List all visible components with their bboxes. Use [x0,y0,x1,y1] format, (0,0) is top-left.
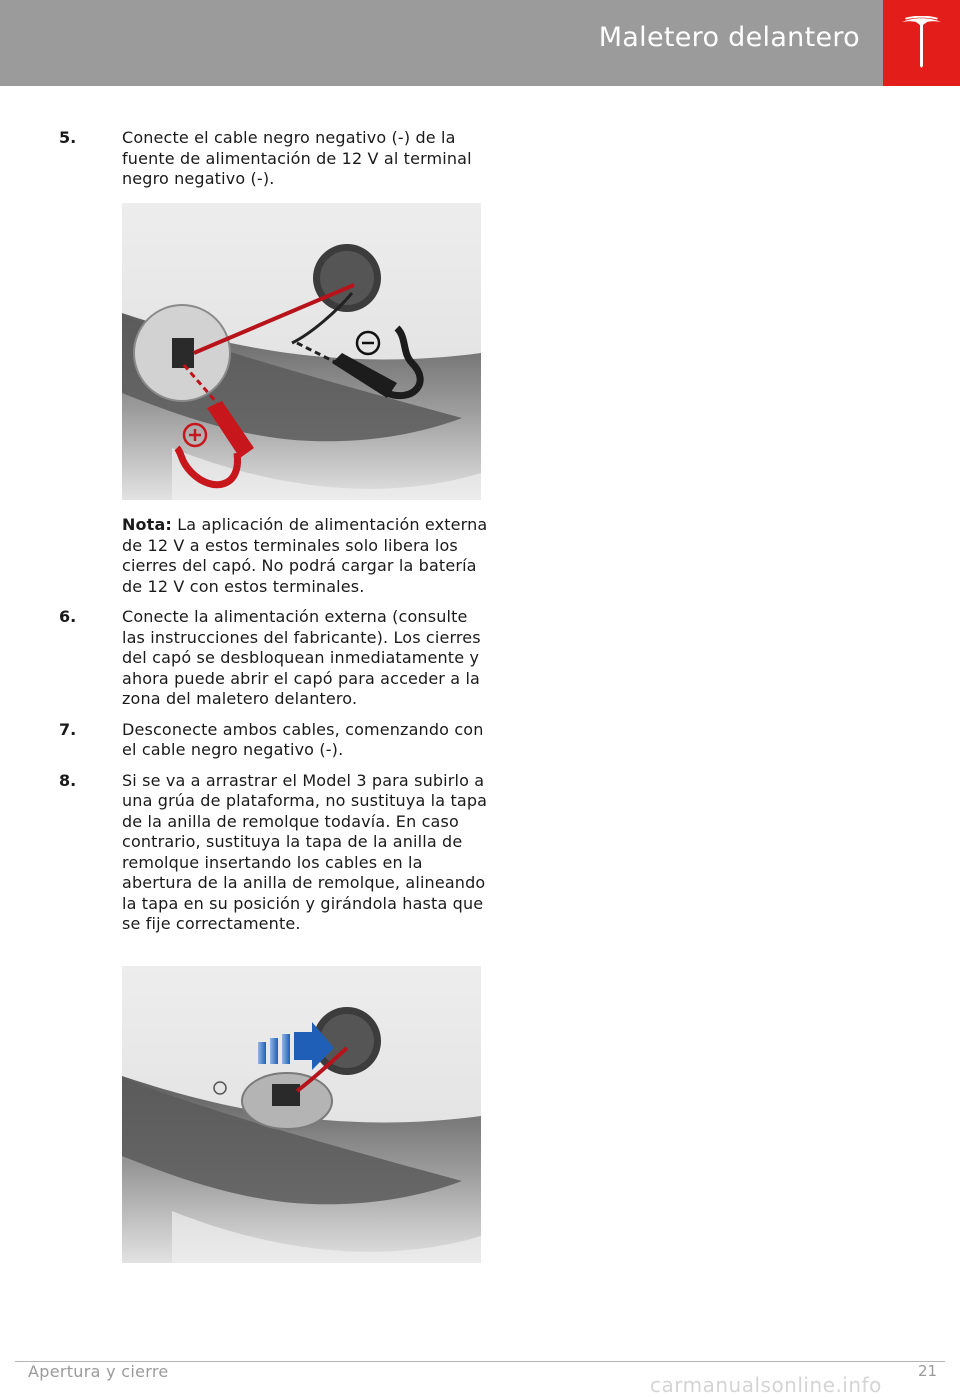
page-title: Maletero delantero [598,22,860,53]
step-number: 5. [59,128,77,147]
step-text: Si se va a arrastrar el Model 3 para subirlo a una grúa de plataforma, no sustituya la tapa de la anilla de remolque todavía. En caso contrario, sustituya la tapa de la anilla de remolque insertando los cables en la abertura de la anilla de remolque, alineando la tapa en su posición y girándola hasta que se fije correctamente. [122,770,488,933]
step-5 [59,128,489,190]
instruction-list [59,128,489,190]
tow-eye-cover-reinstall-illustration [122,966,481,1263]
instruction-list-continued [59,515,489,935]
footer-section: Apertura y cierre [28,1362,169,1381]
tesla-logo-icon [901,16,942,68]
jumper-cable-connection-illustration [122,203,481,500]
step-number: 6. [59,607,77,626]
step-text: Conecte el cable negro negativo (-) de la fuente de alimentación de 12 V al terminal negro negativo (-). [122,128,472,188]
step-text: Desconecte ambos cables, comenzando con el cable negro negativo (-). [122,719,484,759]
step-number: 7. [59,719,77,739]
step-number: 8. [59,770,77,790]
watermark: carmanualsonline.info [650,1373,882,1397]
page-header [0,0,960,86]
step-text: Conecte la alimentación externa (consulte las instrucciones del fabricante). Los cierres del capó se desbloquean inmediatamente y ahora puede abrir el capó para acceder a la zona del maletero delantero. [122,607,481,708]
note-text: La aplicación de alimentación externa de 12 V a estos terminales solo libera los cierres del capó. No podrá cargar la batería de 12 V con estos terminales. [122,515,488,596]
step-6 [59,607,489,710]
note-block [59,515,489,597]
note-label: Nota: [122,515,172,534]
step-7 [59,720,489,761]
page-number: 21 [918,1362,938,1380]
note [122,515,489,597]
brand-logo-box [883,0,960,86]
step-8 [59,771,489,935]
